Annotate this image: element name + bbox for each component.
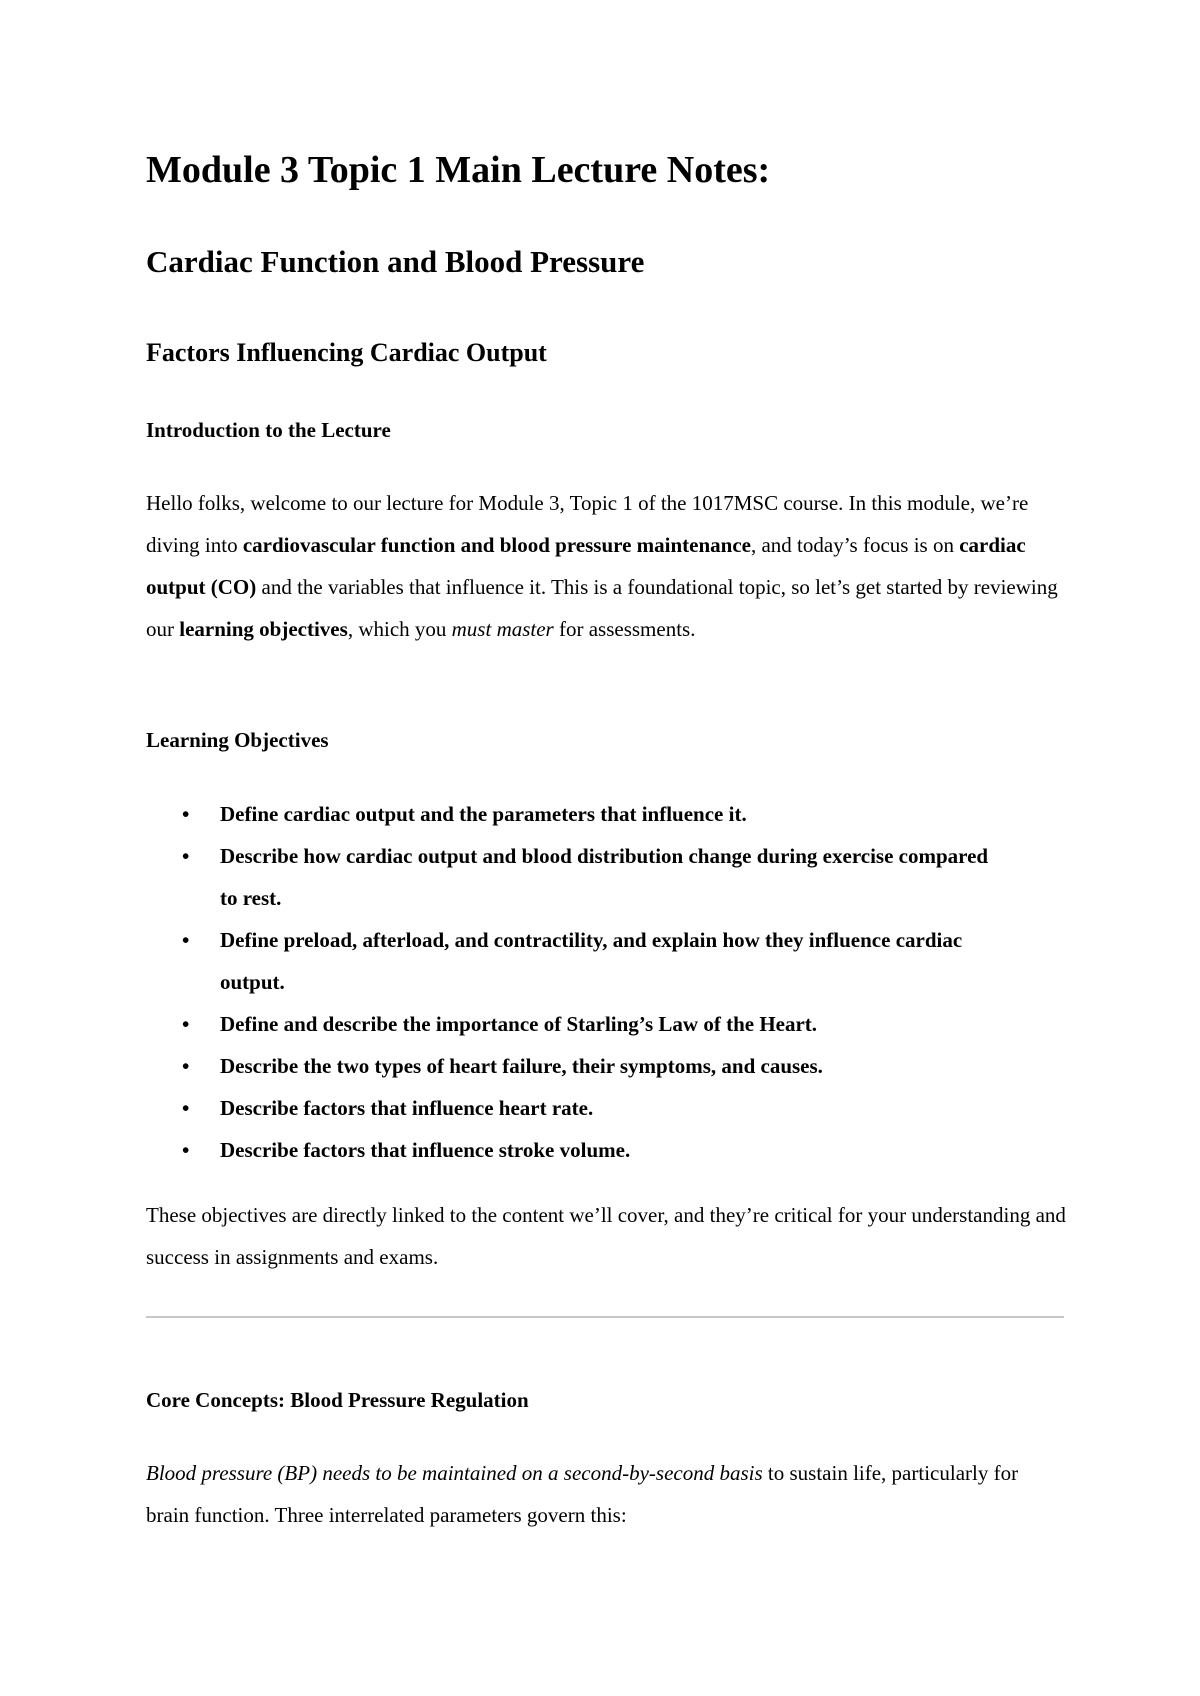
bullet-icon: • xyxy=(182,844,190,868)
horizontal-divider xyxy=(146,1316,1064,1318)
intro-paragraph xyxy=(146,482,1066,650)
objective-text: Describe the two types of heart failure, their symptoms, and causes. xyxy=(220,1054,823,1078)
objective-text: Describe factors that influence stroke volume. xyxy=(220,1138,631,1162)
objective-text: Define cardiac output and the parameters that influence it. xyxy=(220,802,747,826)
objectives-closing-paragraph: These objectives are directly linked to the content we’ll cover, and they’re critical for your understanding and success in assignments and exams. xyxy=(146,1203,1066,1269)
intro-text-3: and the variables that influence it. This is a foundational topic, so let’s get started by reviewing our xyxy=(146,575,1058,641)
intro-heading: Introduction to the Lecture xyxy=(146,418,391,442)
objective-item xyxy=(146,1087,1066,1129)
objective-item xyxy=(146,1045,1066,1087)
objective-item xyxy=(146,919,1066,1003)
intro-text-2: , and today’s focus is on xyxy=(750,533,960,557)
bullet-icon: • xyxy=(182,1096,190,1120)
objective-text: Describe how cardiac output and blood distribution change during exercise compared to rest. xyxy=(220,844,989,910)
objective-item xyxy=(146,835,1066,919)
objectives-heading: Learning Objectives xyxy=(146,728,329,752)
bullet-icon: • xyxy=(182,1138,190,1162)
objective-item xyxy=(146,1003,1066,1045)
objectives-list xyxy=(146,793,1066,1171)
objective-text: Define and describe the importance of Starling’s Law of the Heart. xyxy=(220,1012,818,1036)
intro-text-1: Hello folks, welcome to our lecture for Module 3, Topic 1 of the 1017MSC course. In this module, we’re diving into xyxy=(146,491,1029,557)
core-concepts-paragraph xyxy=(146,1452,1066,1536)
objective-item xyxy=(146,1129,1066,1171)
intro-bold-1: cardiovascular function and blood pressure maintenance xyxy=(242,533,751,557)
objective-text: Define preload, afterload, and contractility, and explain how they influence cardiac output. xyxy=(220,928,963,994)
intro-italic-1: must master xyxy=(451,617,554,641)
bullet-icon: • xyxy=(182,802,190,826)
intro-bold-3: learning objectives xyxy=(179,617,348,641)
intro-text-5: for assessments. xyxy=(553,617,696,641)
objective-text: Describe factors that influence heart rate. xyxy=(220,1096,594,1120)
bullet-icon: • xyxy=(182,1012,190,1036)
section-heading: Factors Influencing Cardiac Output xyxy=(146,338,547,367)
intro-bold-2: cardiac output (CO) xyxy=(146,533,1026,599)
core-concepts-heading: Core Concepts: Blood Pressure Regulation xyxy=(146,1388,529,1412)
bullet-icon: • xyxy=(182,928,190,952)
document-subtitle: Cardiac Function and Blood Pressure xyxy=(146,244,645,279)
core-italic-1: Blood pressure (BP) needs to be maintained on a second-by-second basis xyxy=(146,1461,763,1485)
intro-text-4: , which you xyxy=(347,617,452,641)
core-text-1: to sustain life, particularly for brain function. Three interrelated parameters govern this: xyxy=(146,1461,1019,1527)
bullet-icon: • xyxy=(182,1054,190,1078)
objective-item xyxy=(146,793,1066,835)
document-title: Module 3 Topic 1 Main Lecture Notes: xyxy=(146,149,771,191)
